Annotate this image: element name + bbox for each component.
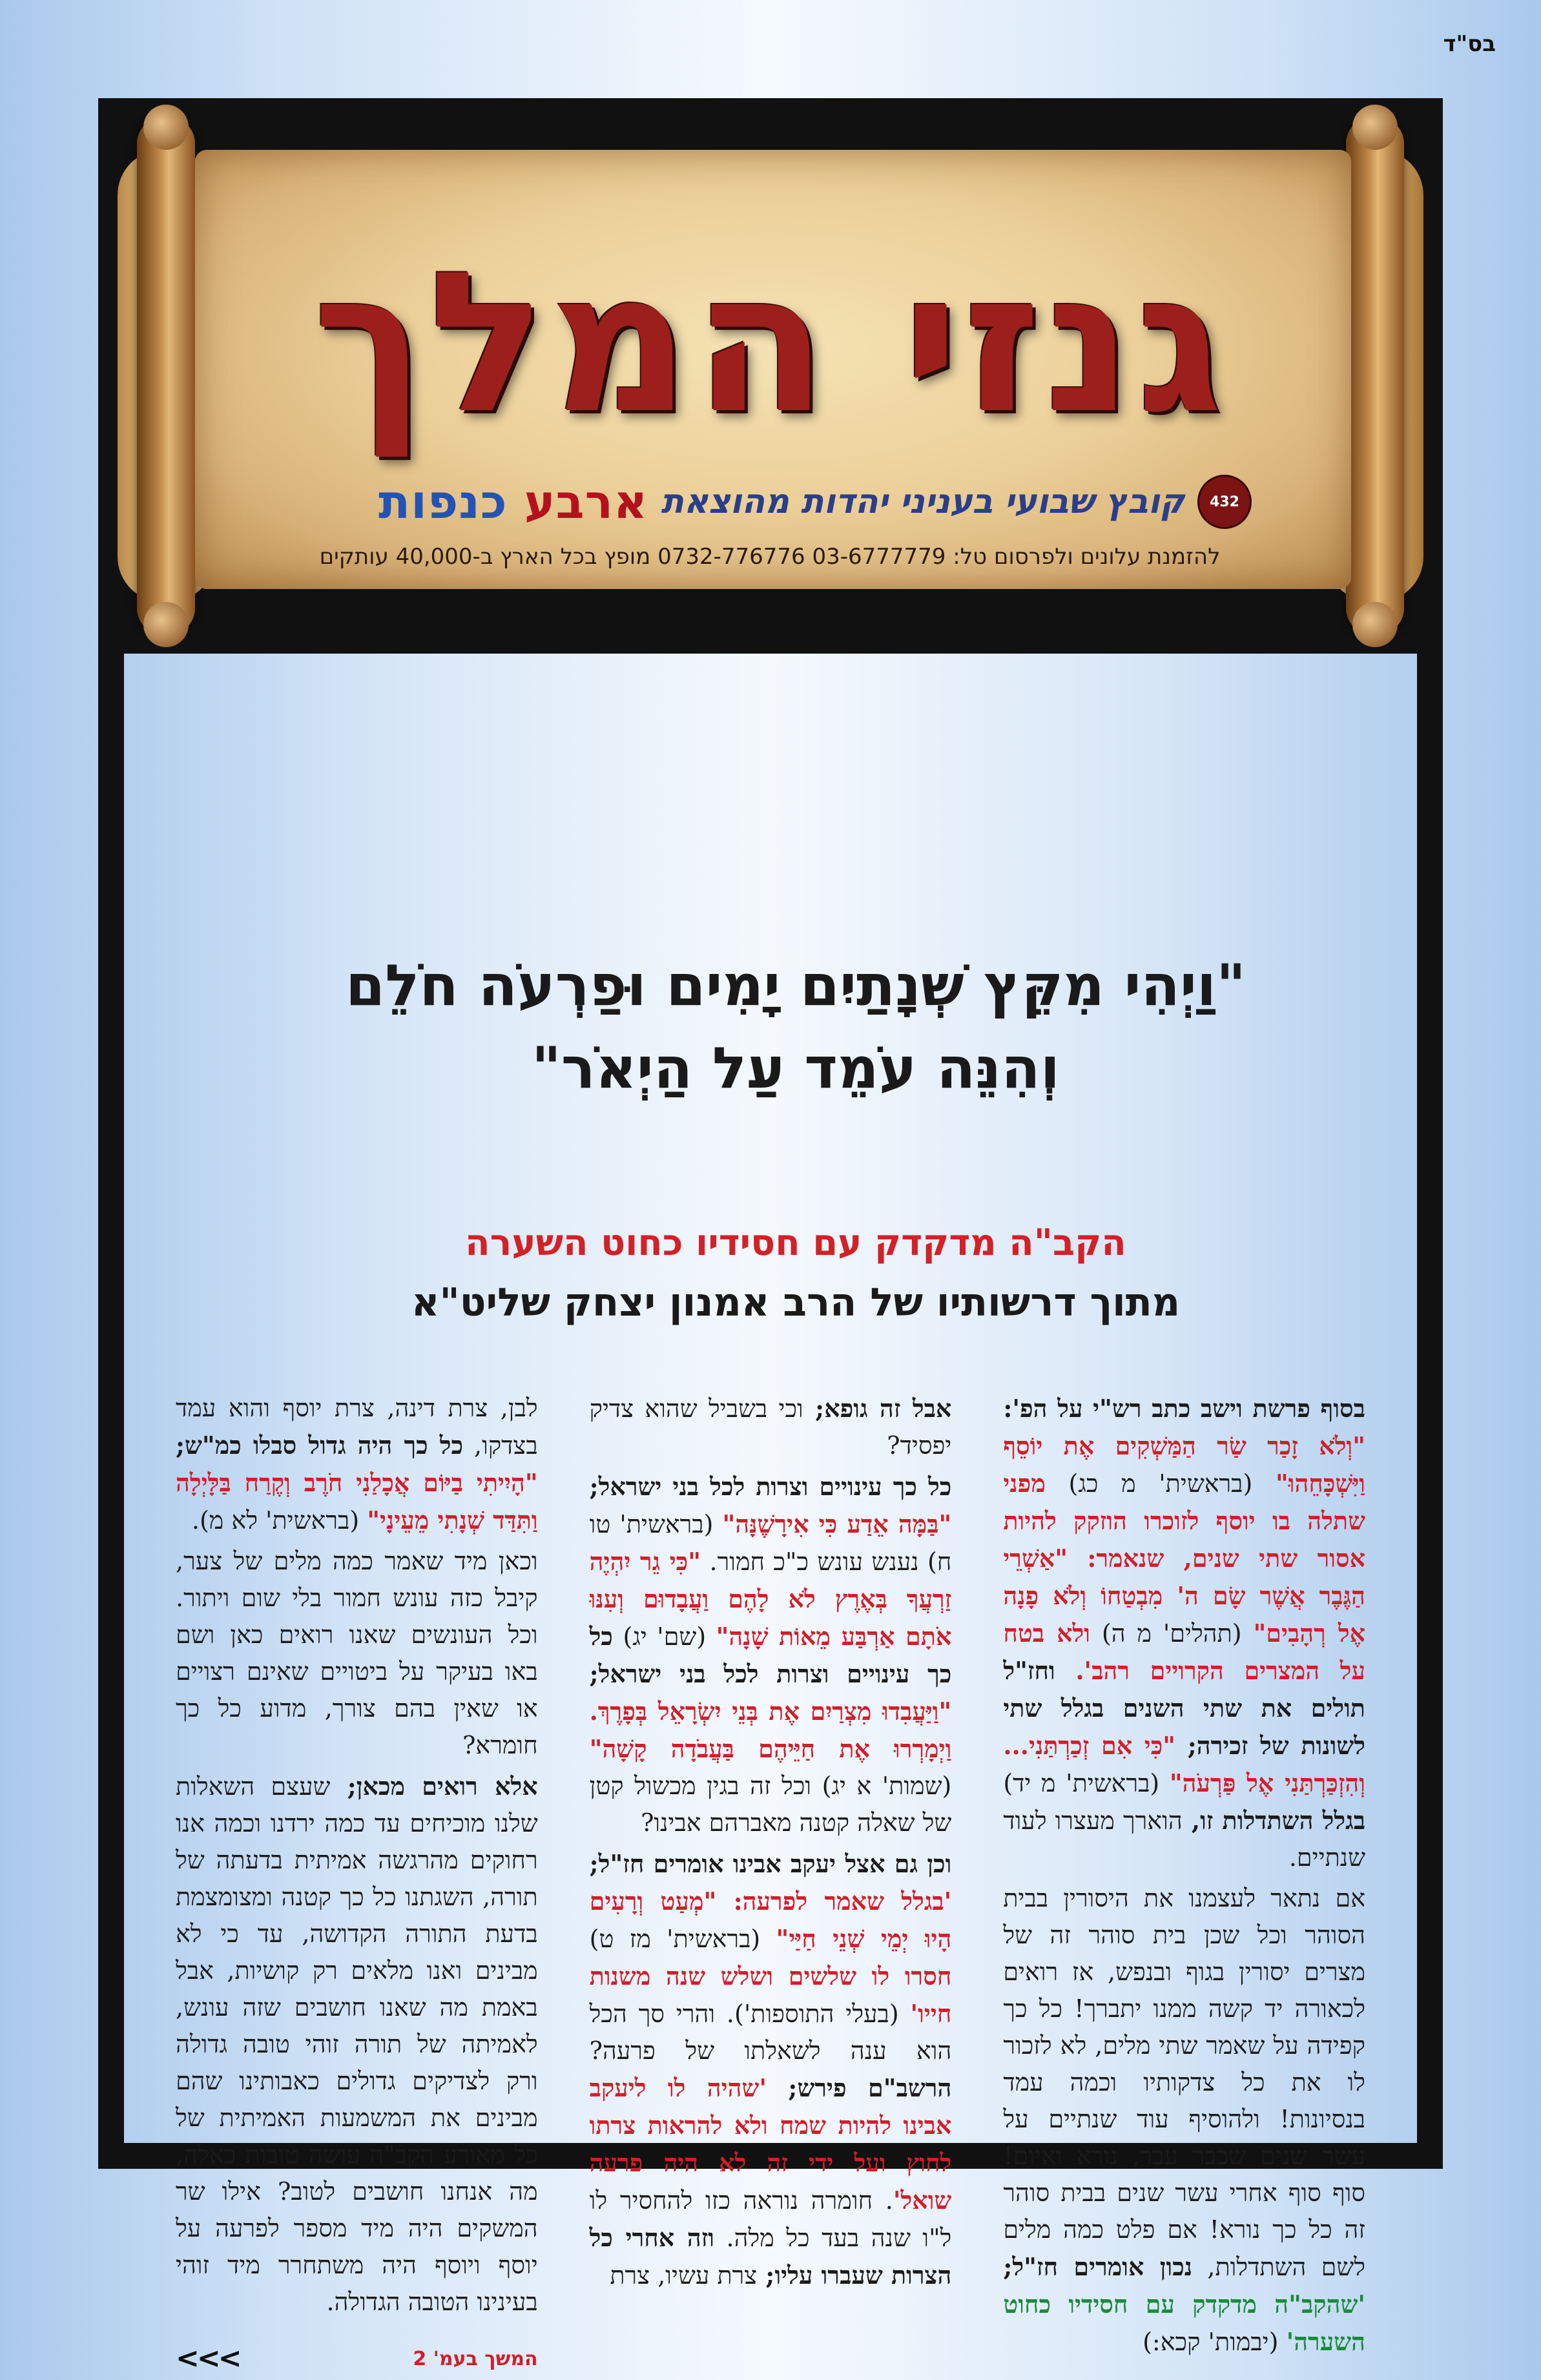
paragraph xyxy=(176,1768,538,2321)
text-green: 'שהקב"ה מדקדק עם חסידיו כחוט השערה' xyxy=(1003,2290,1365,2356)
article-column-3 xyxy=(175,1390,538,2375)
scroll-knob xyxy=(143,602,189,647)
source-ref: (בראשית' טו ח) נענש עונש כ"כ חמור. xyxy=(589,1510,952,1576)
issue-number-badge: 432 xyxy=(1197,475,1252,529)
text-bold: כל כך עינויים וצרות לכל בני ישראל; xyxy=(589,1622,952,1688)
source-ref: (בראשית' מ יד) xyxy=(1003,1769,1170,1797)
text-bold: כל כך עינויים וצרות לכל בני ישראל; xyxy=(589,1472,952,1501)
masthead-subtitle-row xyxy=(279,473,1351,531)
text: (בעלי התוספות'). והרי סך הכל הוא ענה לשאלתו של פרעה? xyxy=(589,2000,952,2065)
scroll-rod-right xyxy=(1346,118,1404,634)
verse-quote: "בַּמָּה אֵדַע כִּי אִירָשֶׁנָּה" xyxy=(722,1509,952,1538)
continue-arrows-icon: <<< xyxy=(175,2342,240,2375)
paragraph xyxy=(1003,1390,1365,1876)
text-bold: כל כך היה גדול סבלו כמ"ש; xyxy=(175,1431,464,1460)
verse-quote: "אַשְׁרֵי הַגֶּבֶר אֲשֶׁר שָׂם ה' מִבְטַחוֹ וְלֹא פָנָה אֶל רְהָבִים" xyxy=(1003,1544,1365,1648)
masthead-title: גנזי המלך xyxy=(313,231,1227,456)
verse-quote: "כִּי גֵר יִהְיֶה זַרְעֲךָ בְּאֶרֶץ לֹא לָהֶם וַעֲבָדוּם וְעִנּוּ אֹתָם אַרְבַּע מֵאוֹת שָׁנָה" xyxy=(589,1547,952,1651)
text-red: מפני שתלה בו יוסף לזוכרו הוזקק להיות אסור שתי שנים, שנאמר: xyxy=(1003,1469,1365,1573)
text-red: 'בגלל שאמר לפרעה: xyxy=(716,1887,952,1916)
continued-label[interactable]: המשך בעמ' 2 xyxy=(413,2347,538,2370)
scroll-knob xyxy=(1352,602,1398,647)
text: וכי בשביל שהוא צדיק יפסיד? xyxy=(589,1394,952,1460)
verse-quote: "וַיַּעֲבִדוּ מִצְרַיִם אֶת בְּנֵי יִשְׂרָאֵל בְּפָרֶךְ. וַיְמָרְרוּ אֶת חַיֵּיהֶם בַּעֲבֹדָה קָשָׁה" xyxy=(589,1697,952,1763)
article-column-2 xyxy=(589,1390,952,2290)
source-ref: (שם' יג) xyxy=(613,1622,716,1651)
text-red: ולא בטח על המצרים הקרויים רהב'. xyxy=(1003,1619,1365,1685)
verse-quote: "הָיִיתִי בַיּוֹם אֲכָלַנִי חֹרֶב וְקֶרַח בַּלָּיְלָה וַתִּדַּד שְׁנָתִי מֵעֵינָי" xyxy=(175,1468,538,1535)
scroll-knob xyxy=(143,105,189,150)
text-bold: וזה אחרי כל הצרות שעברו עליו; xyxy=(589,2223,952,2290)
article-columns xyxy=(175,1390,1366,2375)
paragraph xyxy=(590,1845,952,2294)
paragraph xyxy=(590,1468,952,1841)
scroll-knob xyxy=(1352,105,1398,150)
text: שעצם השאלות שלנו מוכיחים עד כמה ירדנו וכמה אנו רחוקים מהרגשה אמיתית בדעתה של תורה, השגתנו כל כך קטנה ומצומצמת בדעת התורה הקדושה, עד כי לא מבינים ואנו מלאים רק קושיות, אבל באמת מה שאנו חושבים שזה עונש, לאמיתה של תורה זוהי טובה גדולה ורק לצדיקים גדולים כאבותינו שהם מבינים את המשמעות האמיתית של כל מאורע הקב"ה עושה טובות כאלה, מה אנחנו חושבים לטוב? אילו שר המשקים היה מיד מספר לפרעה על יוסף ויוסף היה משתחרר מיד זוהי בעינינו הטובה הגדולה. xyxy=(175,1772,538,2316)
verse-quote: "וְלֹא זָכַר שַׂר הַמַּשְׁקִים אֶת יוֹסֵף וַיִּשְׁכָּחֵהוּ" xyxy=(1003,1431,1365,1498)
verse-quote: "מְעַט וְרָעִים הָיוּ יְמֵי שְׁנֵי חַיַּי" xyxy=(589,1887,952,1953)
publisher-logo-first: ארבע xyxy=(524,475,648,529)
text: לבן, צרת דינה, צרת יוסף והוא עמד בצדקו, xyxy=(175,1394,538,1460)
text-bold: בגלל השתדלות זו, xyxy=(1182,1806,1366,1835)
headline-line-1: "וַיְהִי מִקֵּץ שְׁנָתַיִם יָמִים וּפַרְעֹה חֹלֵם xyxy=(346,952,1246,1019)
continued-on-page-link[interactable] xyxy=(176,2337,538,2380)
text-bold: הרשב"ם פירש; xyxy=(767,2073,952,2102)
text-bold: נכון אומרים חז"ל; xyxy=(1003,2252,1193,2281)
source-ref: (בראשית' לא מ). xyxy=(191,1506,367,1535)
text: אם נתאר לעצמנו את היסורין בבית הסוהר וכל שכן בית סוהר זה של מצרים יסורין בגוף ובנפש, אז רואים לכאורה יד קשה ממנו יתברך! כל כך קפידה על שאמר שתי מלים, לא לזכור לו את כל צדקותיו וכמה עמד בנסיונות! ולהוסיף עוד שנתיים על עשר שנים שכבר עבר, נורא ואיום! סוף סוף אחרי עשר שנים בבית סוהר זה כל כך נורא! אם פלט כמה מלים לשם השתדלות, xyxy=(1003,1884,1365,2281)
paragraph xyxy=(176,1390,538,1539)
verse-quote: "כִּי אִם זְכַרְתַּנִי... וְהִזְכַּרְתַּנִי אֶל פַּרְעֹה" xyxy=(1003,1731,1365,1797)
scroll-rod-left xyxy=(137,118,195,634)
text-red: חסרו לו שלשים ושלש שנה משנות חייו' xyxy=(589,1961,952,2028)
text-red: 'שהיה לו ליעקב אבינו להיות שמח ולא להראות צרתו לחוץ ועל ידי זה לא היה פרעה שואל' xyxy=(589,2073,952,2215)
text-bold: וחז"ל תולים את שתי השנים בגלל שתי לשונות של זכירה; xyxy=(1003,1656,1365,1760)
text-bold: אבל זה גופא; xyxy=(803,1394,952,1423)
text: צרת עשיו, צרת xyxy=(610,2261,758,2290)
text: (שמות' א יג) וכל זה בגין מכשול קטן של שאלה קטנה מאברהם אבינו? xyxy=(589,1772,952,1837)
paragraph xyxy=(590,1390,952,1464)
headline-line-2: וְהִנֵּה עֹמֵד עַל הַיְאֹר" xyxy=(532,1034,1060,1101)
source-ref: (בראשית' מז ט) xyxy=(589,1925,776,1953)
text: וכאן מיד שאמר כמה מלים של צער, קיבל כזה עונש חמור בלי שום ויתור. וכל העונשים שאנו רואים כאן ושם באו בעיקר על ביטויים שאינם רצויים או שאין בהם צורך, מדוע כל כך חומרא? xyxy=(175,1547,538,1759)
source-ref: (בראשית' מ כג) xyxy=(1045,1469,1276,1498)
source-ref: (יבמות' קכא:) xyxy=(1143,2328,1287,2356)
page-corner-mark: בס"ד xyxy=(1443,31,1496,57)
article-headline xyxy=(253,944,1338,1109)
article-column-1 xyxy=(1003,1390,1366,2356)
publisher-logo xyxy=(378,475,648,529)
paragraph xyxy=(176,1543,538,1764)
text-bold: וכן גם אצל יעקב אבינו אומרים חז"ל; xyxy=(589,1849,952,1878)
article-byline: מתוך דרשותיו של הרב אמנון יצחק שליט"א xyxy=(411,1280,1181,1325)
source-ref: (תהלים' מ ה) xyxy=(1090,1619,1254,1648)
text: הוארך מעצרו לעוד שנתיים. xyxy=(1003,1806,1365,1872)
article-red-subtitle: הקב"ה מדקדק עם חסידיו כחוט השערה xyxy=(465,1222,1126,1264)
text-bold: בסוף פרשת וישב כתב רש"י על הפ': xyxy=(1003,1394,1365,1423)
paragraph xyxy=(1003,1880,1365,2361)
page-frame xyxy=(98,98,1443,2375)
contact-line: להזמנת עלונים ולפרסום טל: 03-6777779 0732-776776 מופץ בכל הארץ ב-40,000 עותקים xyxy=(319,544,1221,570)
article-panel xyxy=(124,654,1417,2375)
publisher-logo-second: כנפות xyxy=(378,475,508,529)
text: . חומרה נוראה כזו להחסיר לו ל"ו שנה בעד כל מלה. xyxy=(589,2186,952,2252)
masthead xyxy=(98,98,1443,654)
text-bold: אלא רואים מכאן; xyxy=(330,1772,538,1801)
masthead-subtitle: קובץ שבועי בעניני יהדות מהוצאת xyxy=(661,482,1185,521)
